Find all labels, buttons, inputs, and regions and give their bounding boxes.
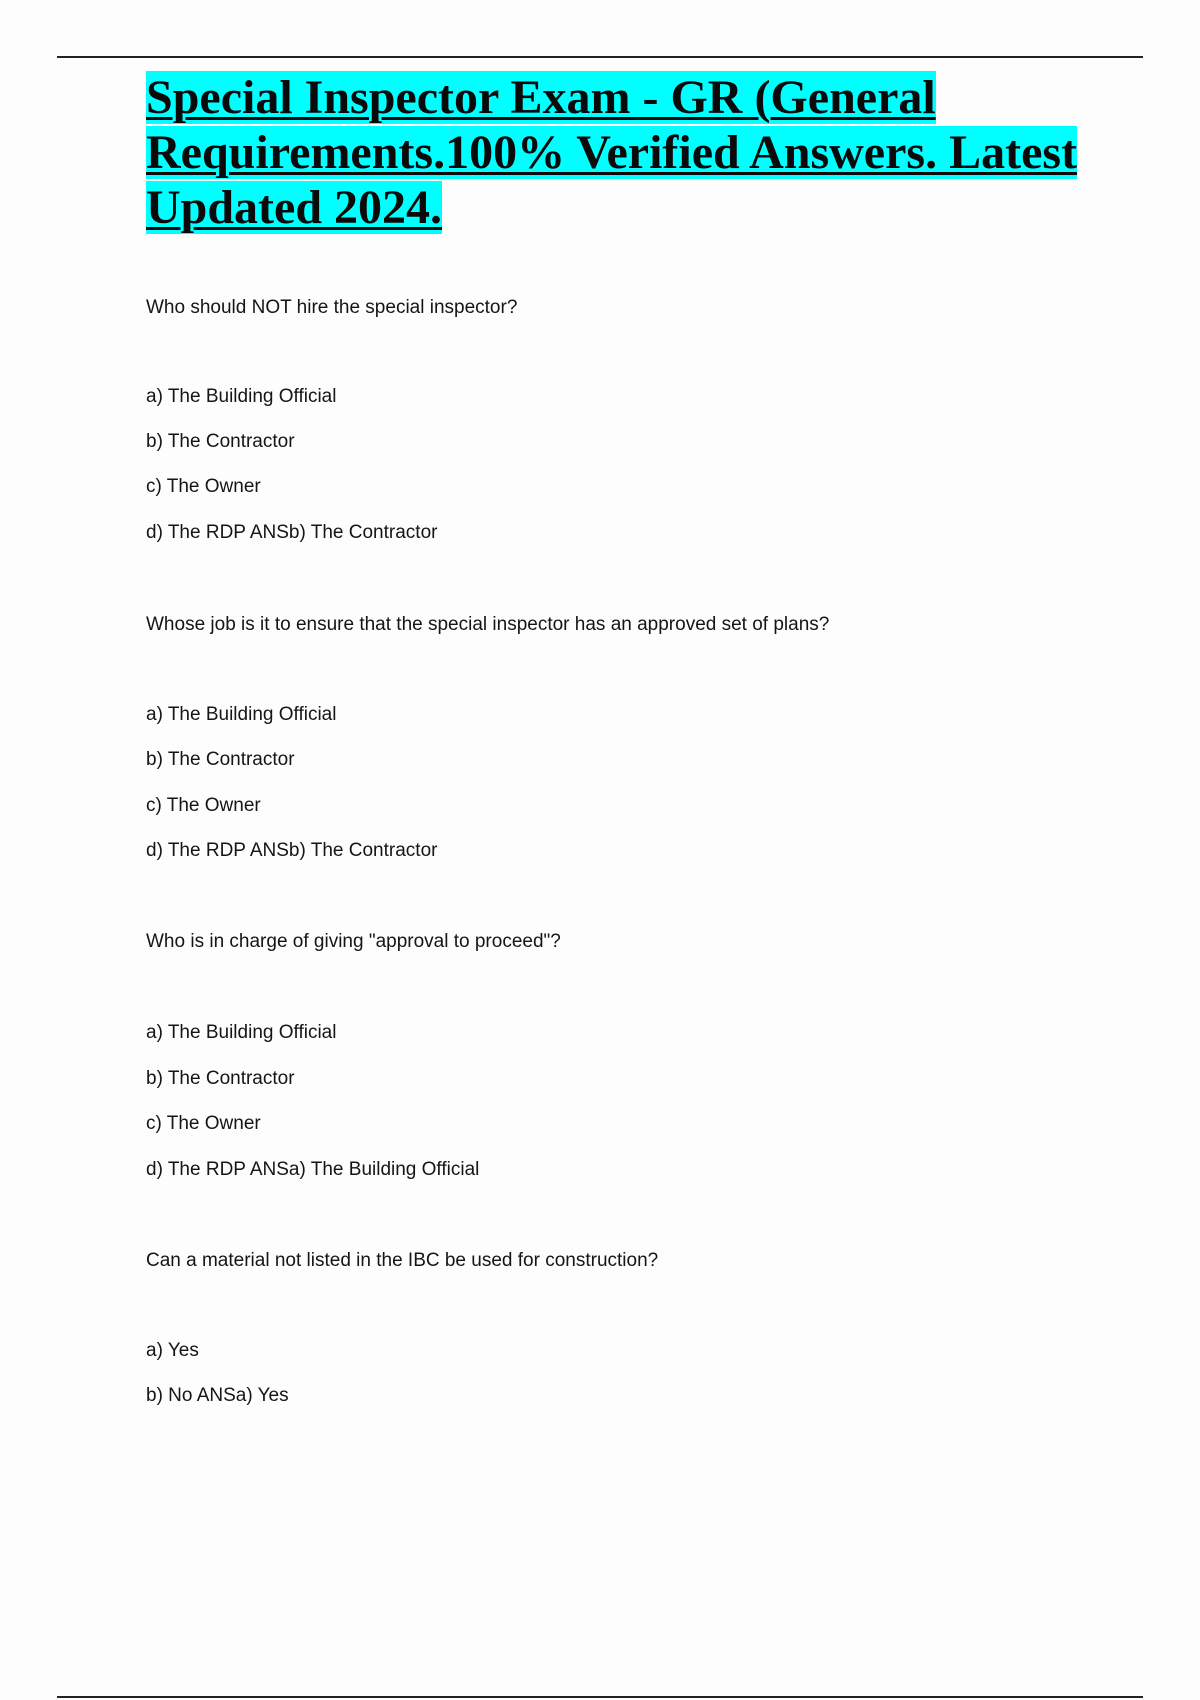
top-rule [57,56,1143,58]
question-4-text: Can a material not listed in the IBC be used for construction? [146,1250,659,1271]
question-2-option-a: a) The Building Official [146,704,337,725]
question-1-option-d-answer: d) The RDP ANSb) The Contractor [146,522,438,543]
question-2-option-d-answer: d) The RDP ANSb) The Contractor [146,840,438,861]
bottom-rule [57,1696,1143,1698]
document-title [146,70,1146,235]
question-1-option-c: c) The Owner [146,476,261,497]
question-1-option-a: a) The Building Official [146,386,337,407]
question-3-option-d-answer: d) The RDP ANSa) The Building Official [146,1159,480,1180]
document-title-text: Special Inspector Exam - GR (General Requirements.100% Verified Answers. Latest Updated 2024. [146,71,1078,234]
question-1-option-b: b) The Contractor [146,431,295,452]
question-4-option-a: a) Yes [146,1340,199,1361]
question-1-text: Who should NOT hire the special inspector? [146,297,518,318]
question-4-option-b-answer: b) No ANSa) Yes [146,1385,289,1406]
question-3-option-c: c) The Owner [146,1113,261,1134]
question-2-text: Whose job is it to ensure that the special inspector has an approved set of plans? [146,614,830,635]
question-3-option-b: b) The Contractor [146,1068,295,1089]
question-3-option-a: a) The Building Official [146,1022,337,1043]
question-2-option-c: c) The Owner [146,795,261,816]
question-3-text: Who is in charge of giving "approval to proceed"? [146,931,561,952]
question-2-option-b: b) The Contractor [146,749,295,770]
